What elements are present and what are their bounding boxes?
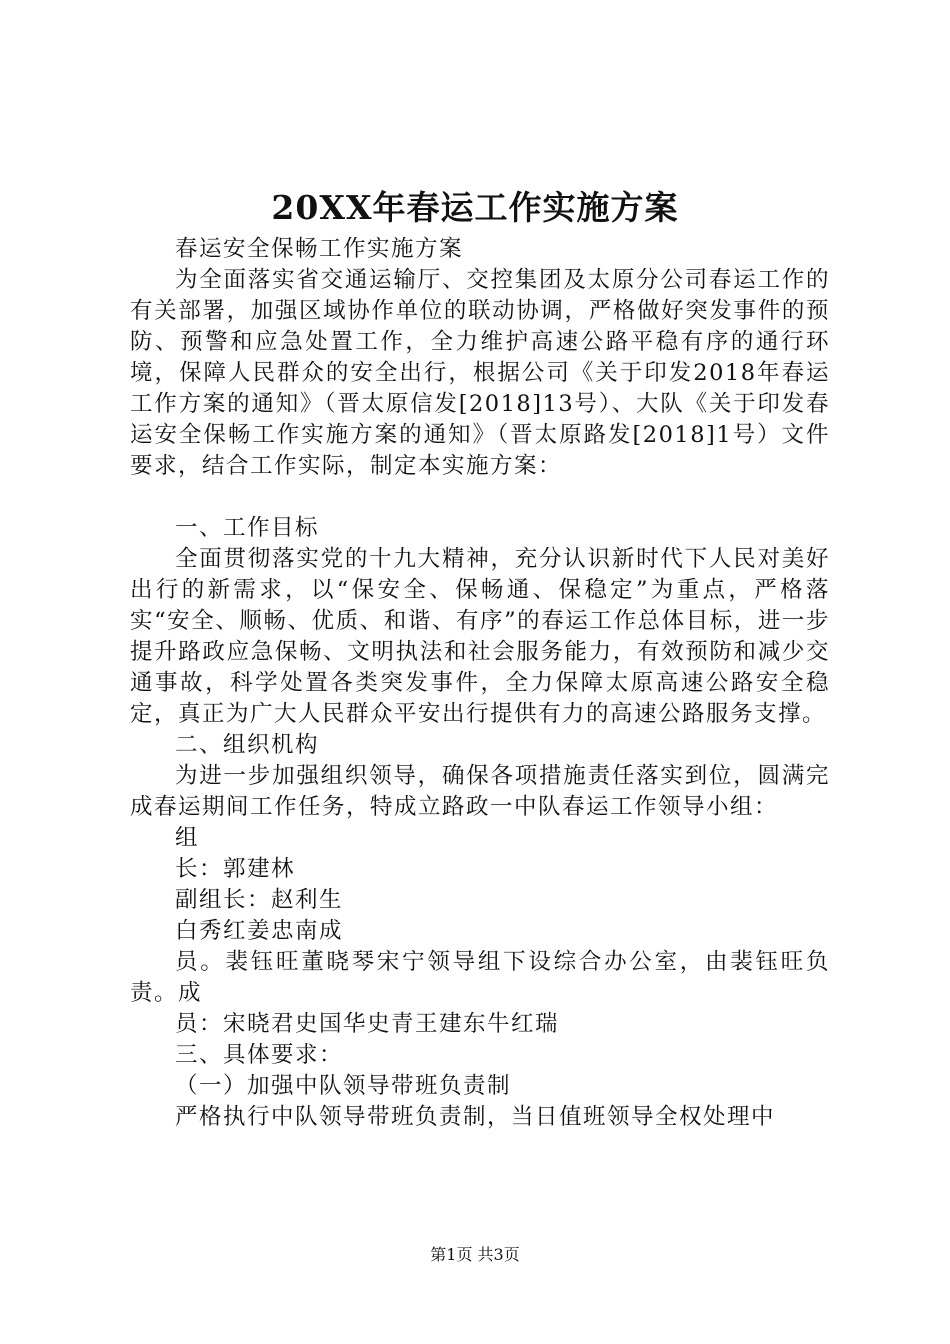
subtitle-paragraph: 春运安全保畅工作实施方案	[175, 236, 464, 262]
paragraph-spacer	[130, 482, 830, 513]
section-heading-requirements: 三、具体要求：	[175, 1042, 344, 1068]
page-footer: 第1页 共3页	[430, 1245, 520, 1264]
section-heading-goals: 一、工作目标	[175, 515, 320, 541]
members-line-3: 员：宋晓君史国华史青王建东牛红瑞	[175, 1011, 560, 1037]
requirements-paragraph: 严格执行中队领导带班负责制，当日值班领导全权处理中	[175, 1104, 776, 1130]
members-line-1: 白秀红姜忠南成	[175, 918, 344, 944]
members-line-2: 员。裴钰旺董晓琴宋宁领导组下设综合办公室，由裴钰旺负责。成	[130, 949, 830, 1006]
leader-line: 长：郭建林	[175, 856, 296, 882]
intro-paragraph: 为全面落实省交通运输厅、交控集团及太原分公司春运工作的有关部署，加强区域协作单位的联动协调，严格做好突发事件的预防、预警和应急处置工作，全力维护高速公路平稳有序的通行环境，保障人民群众的安全出行，根据公司《关于印发2018年春运工作方案的通知》（晋太原信发[2018]13号）、大队《关于印发春运安全保畅工作实施方案的通知》（晋太原路发[2018]1号）文件要求，结合工作实际，制定本实施方案：	[130, 267, 830, 479]
goals-paragraph: 全面贯彻落实党的十九大精神，充分认识新时代下人民对美好出行的新需求，以“保安全、保畅通、保稳定”为重点，严格落实“安全、顺畅、优质、和谐、有序”的春运工作总体目标，进一步提升路政应急保畅、文明执法和社会服务能力，有效预防和减少交通事故，科学处置各类突发事件，全力保障太原高速公路安全稳定，真正为广大人民群众平安出行提供有力的高速公路服务支撑。	[130, 546, 830, 727]
document-title: 20XX年春运工作实施方案	[271, 188, 679, 227]
document-body	[130, 234, 830, 1133]
deputy-leader-line: 副组长：赵利生	[175, 887, 344, 913]
subsection-heading-1: （一）加强中队领导带班负责制	[175, 1073, 512, 1099]
organization-paragraph: 为进一步加强组织领导，确保各项措施责任落实到位，圆满完成春运期间工作任务，特成立路政一中队春运工作领导小组：	[130, 763, 830, 820]
leader-label-line: 组	[175, 825, 200, 851]
section-heading-organization: 二、组织机构	[175, 732, 320, 758]
